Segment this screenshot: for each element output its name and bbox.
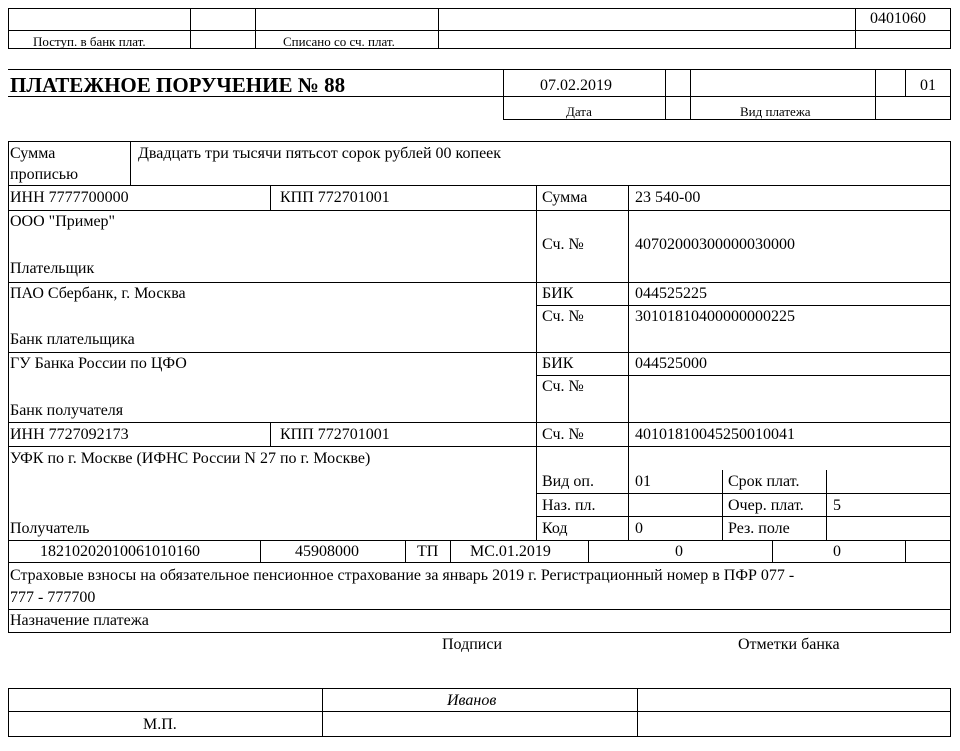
rule bbox=[8, 141, 951, 142]
rule bbox=[322, 688, 323, 737]
rule bbox=[270, 185, 271, 211]
rule bbox=[536, 352, 951, 353]
rule bbox=[905, 69, 906, 97]
rule bbox=[130, 141, 131, 186]
payer-bank-bik: 044525225 bbox=[635, 285, 707, 302]
rule bbox=[637, 688, 638, 737]
payee-bank-role-label: Банк получателя bbox=[10, 402, 124, 419]
rule bbox=[950, 69, 951, 120]
payer-kpp: КПП 772701001 bbox=[280, 189, 390, 206]
rule bbox=[8, 688, 9, 737]
amount-words-value: Двадцать три тысячи пятьсот сорок рублей 00 копеек bbox=[138, 145, 502, 162]
tax-period: МС.01.2019 bbox=[470, 543, 551, 560]
debited-label: Списано со сч. плат. bbox=[283, 34, 395, 49]
purpose-code-label: Наз. пл. bbox=[542, 497, 596, 514]
payer-bank-role-label: Банк плательщика bbox=[10, 331, 135, 348]
payer-bank-corr-label: Сч. № bbox=[542, 308, 584, 325]
payment-type-label: Вид платежа bbox=[740, 104, 811, 119]
signer-name: Иванов bbox=[447, 692, 497, 709]
rule bbox=[690, 69, 691, 120]
payee-bank-bik-label: БИК bbox=[542, 355, 574, 372]
rule bbox=[536, 516, 951, 517]
rule bbox=[8, 8, 9, 49]
sum-label: Сумма bbox=[542, 189, 588, 206]
rule bbox=[8, 540, 951, 541]
rule bbox=[503, 69, 504, 120]
payee-bank-corr-label: Сч. № bbox=[542, 378, 584, 395]
payee-bank-bik: 044525000 bbox=[635, 355, 707, 372]
kbk: 18210202010061010160 bbox=[40, 543, 200, 560]
due-label: Срок плат. bbox=[728, 473, 800, 490]
amount-words-label-2: прописью bbox=[10, 166, 79, 183]
payee-bank-name: ГУ Банка России по ЦФО bbox=[10, 355, 187, 372]
rule bbox=[855, 8, 856, 49]
signatures-label: Подписи bbox=[442, 636, 503, 653]
rule bbox=[8, 185, 951, 186]
rule bbox=[8, 632, 951, 633]
rule bbox=[8, 282, 536, 283]
rule bbox=[405, 540, 406, 563]
payer-bank-name: ПАО Сбербанк, г. Москва bbox=[10, 285, 186, 302]
rule bbox=[503, 119, 951, 120]
reserve-label: Рез. поле bbox=[728, 520, 790, 537]
payer-account: 40702000300000030000 bbox=[635, 236, 795, 253]
payer-account-label: Сч. № bbox=[542, 236, 584, 253]
rule bbox=[8, 30, 951, 31]
payer-role-label: Плательщик bbox=[10, 260, 95, 277]
rule bbox=[8, 609, 951, 610]
sum-value: 23 540-00 bbox=[635, 189, 701, 206]
rule bbox=[8, 562, 951, 563]
payer-name: ООО "Пример" bbox=[10, 213, 116, 230]
rule bbox=[8, 48, 951, 49]
payee-role-label: Получатель bbox=[10, 520, 90, 537]
rule bbox=[8, 210, 536, 211]
rule bbox=[588, 540, 589, 563]
rule bbox=[255, 8, 256, 49]
rule bbox=[536, 210, 951, 211]
rule bbox=[8, 69, 951, 70]
payee-name: УФК по г. Москве (ИФНС России N 27 по г. Москве) bbox=[10, 450, 371, 467]
purpose-text-2: 777 - 777700 bbox=[10, 589, 96, 606]
rule bbox=[190, 8, 191, 49]
code-label: Код bbox=[542, 520, 568, 537]
rule bbox=[875, 69, 876, 120]
rule bbox=[722, 470, 723, 541]
basis: ТП bbox=[417, 543, 439, 560]
rule bbox=[8, 446, 536, 447]
rule bbox=[536, 185, 537, 541]
rule bbox=[950, 688, 951, 737]
rule bbox=[438, 8, 439, 49]
rule bbox=[8, 141, 9, 633]
rule bbox=[8, 688, 951, 689]
doc-date: 0 bbox=[833, 543, 841, 560]
rule bbox=[8, 422, 536, 423]
rule bbox=[450, 540, 451, 563]
code: 0 bbox=[635, 520, 643, 537]
bank-marks-label: Отметки банка bbox=[738, 636, 840, 653]
oktmo: 45908000 bbox=[295, 543, 359, 560]
rule bbox=[260, 540, 261, 563]
rule bbox=[826, 470, 827, 541]
stamp-label: М.П. bbox=[143, 716, 177, 733]
rule bbox=[8, 736, 951, 737]
rule bbox=[772, 540, 773, 563]
payee-account-label: Сч. № bbox=[542, 426, 584, 443]
rule bbox=[536, 282, 951, 283]
rule bbox=[536, 305, 951, 306]
rule bbox=[8, 352, 536, 353]
rule bbox=[536, 493, 951, 494]
rule bbox=[905, 540, 906, 563]
rule bbox=[628, 185, 629, 541]
rule bbox=[665, 69, 666, 120]
op-type: 01 bbox=[635, 473, 651, 490]
rule bbox=[8, 711, 951, 712]
date-label: Дата bbox=[566, 104, 592, 119]
rule bbox=[536, 422, 951, 423]
received-label: Поступ. в банк плат. bbox=[33, 34, 146, 49]
rule bbox=[950, 8, 951, 49]
amount-words-label: Сумма bbox=[10, 145, 56, 162]
doc-number: 0 bbox=[675, 543, 683, 560]
payer-bank-corr-account: 30101810400000000225 bbox=[635, 308, 795, 325]
payer-inn: ИНН 7777700000 bbox=[10, 189, 129, 206]
rule bbox=[8, 8, 951, 9]
document-date: 07.02.2019 bbox=[540, 77, 612, 94]
rule bbox=[270, 422, 271, 447]
purpose-text: Страховые взносы на обязательное пенсионное страхование за январь 2019 г. Регистрационный номер в ПФР 077 - bbox=[10, 567, 795, 584]
priority-label: Очер. плат. bbox=[728, 497, 804, 514]
page-title: ПЛАТЕЖНОЕ ПОРУЧЕНИЕ № 88 bbox=[10, 73, 346, 97]
rule bbox=[536, 375, 951, 376]
form-code: 0401060 bbox=[870, 10, 926, 27]
rule bbox=[536, 446, 951, 447]
payee-account: 40101810045250010041 bbox=[635, 426, 795, 443]
status-code: 01 bbox=[920, 77, 936, 94]
priority: 5 bbox=[833, 497, 841, 514]
payee-kpp: КПП 772701001 bbox=[280, 426, 390, 443]
purpose-label: Назначение платежа bbox=[10, 612, 149, 629]
payer-bank-bik-label: БИК bbox=[542, 285, 574, 302]
rule bbox=[950, 141, 951, 633]
payee-inn: ИНН 7727092173 bbox=[10, 426, 129, 443]
op-type-label: Вид оп. bbox=[542, 473, 594, 490]
